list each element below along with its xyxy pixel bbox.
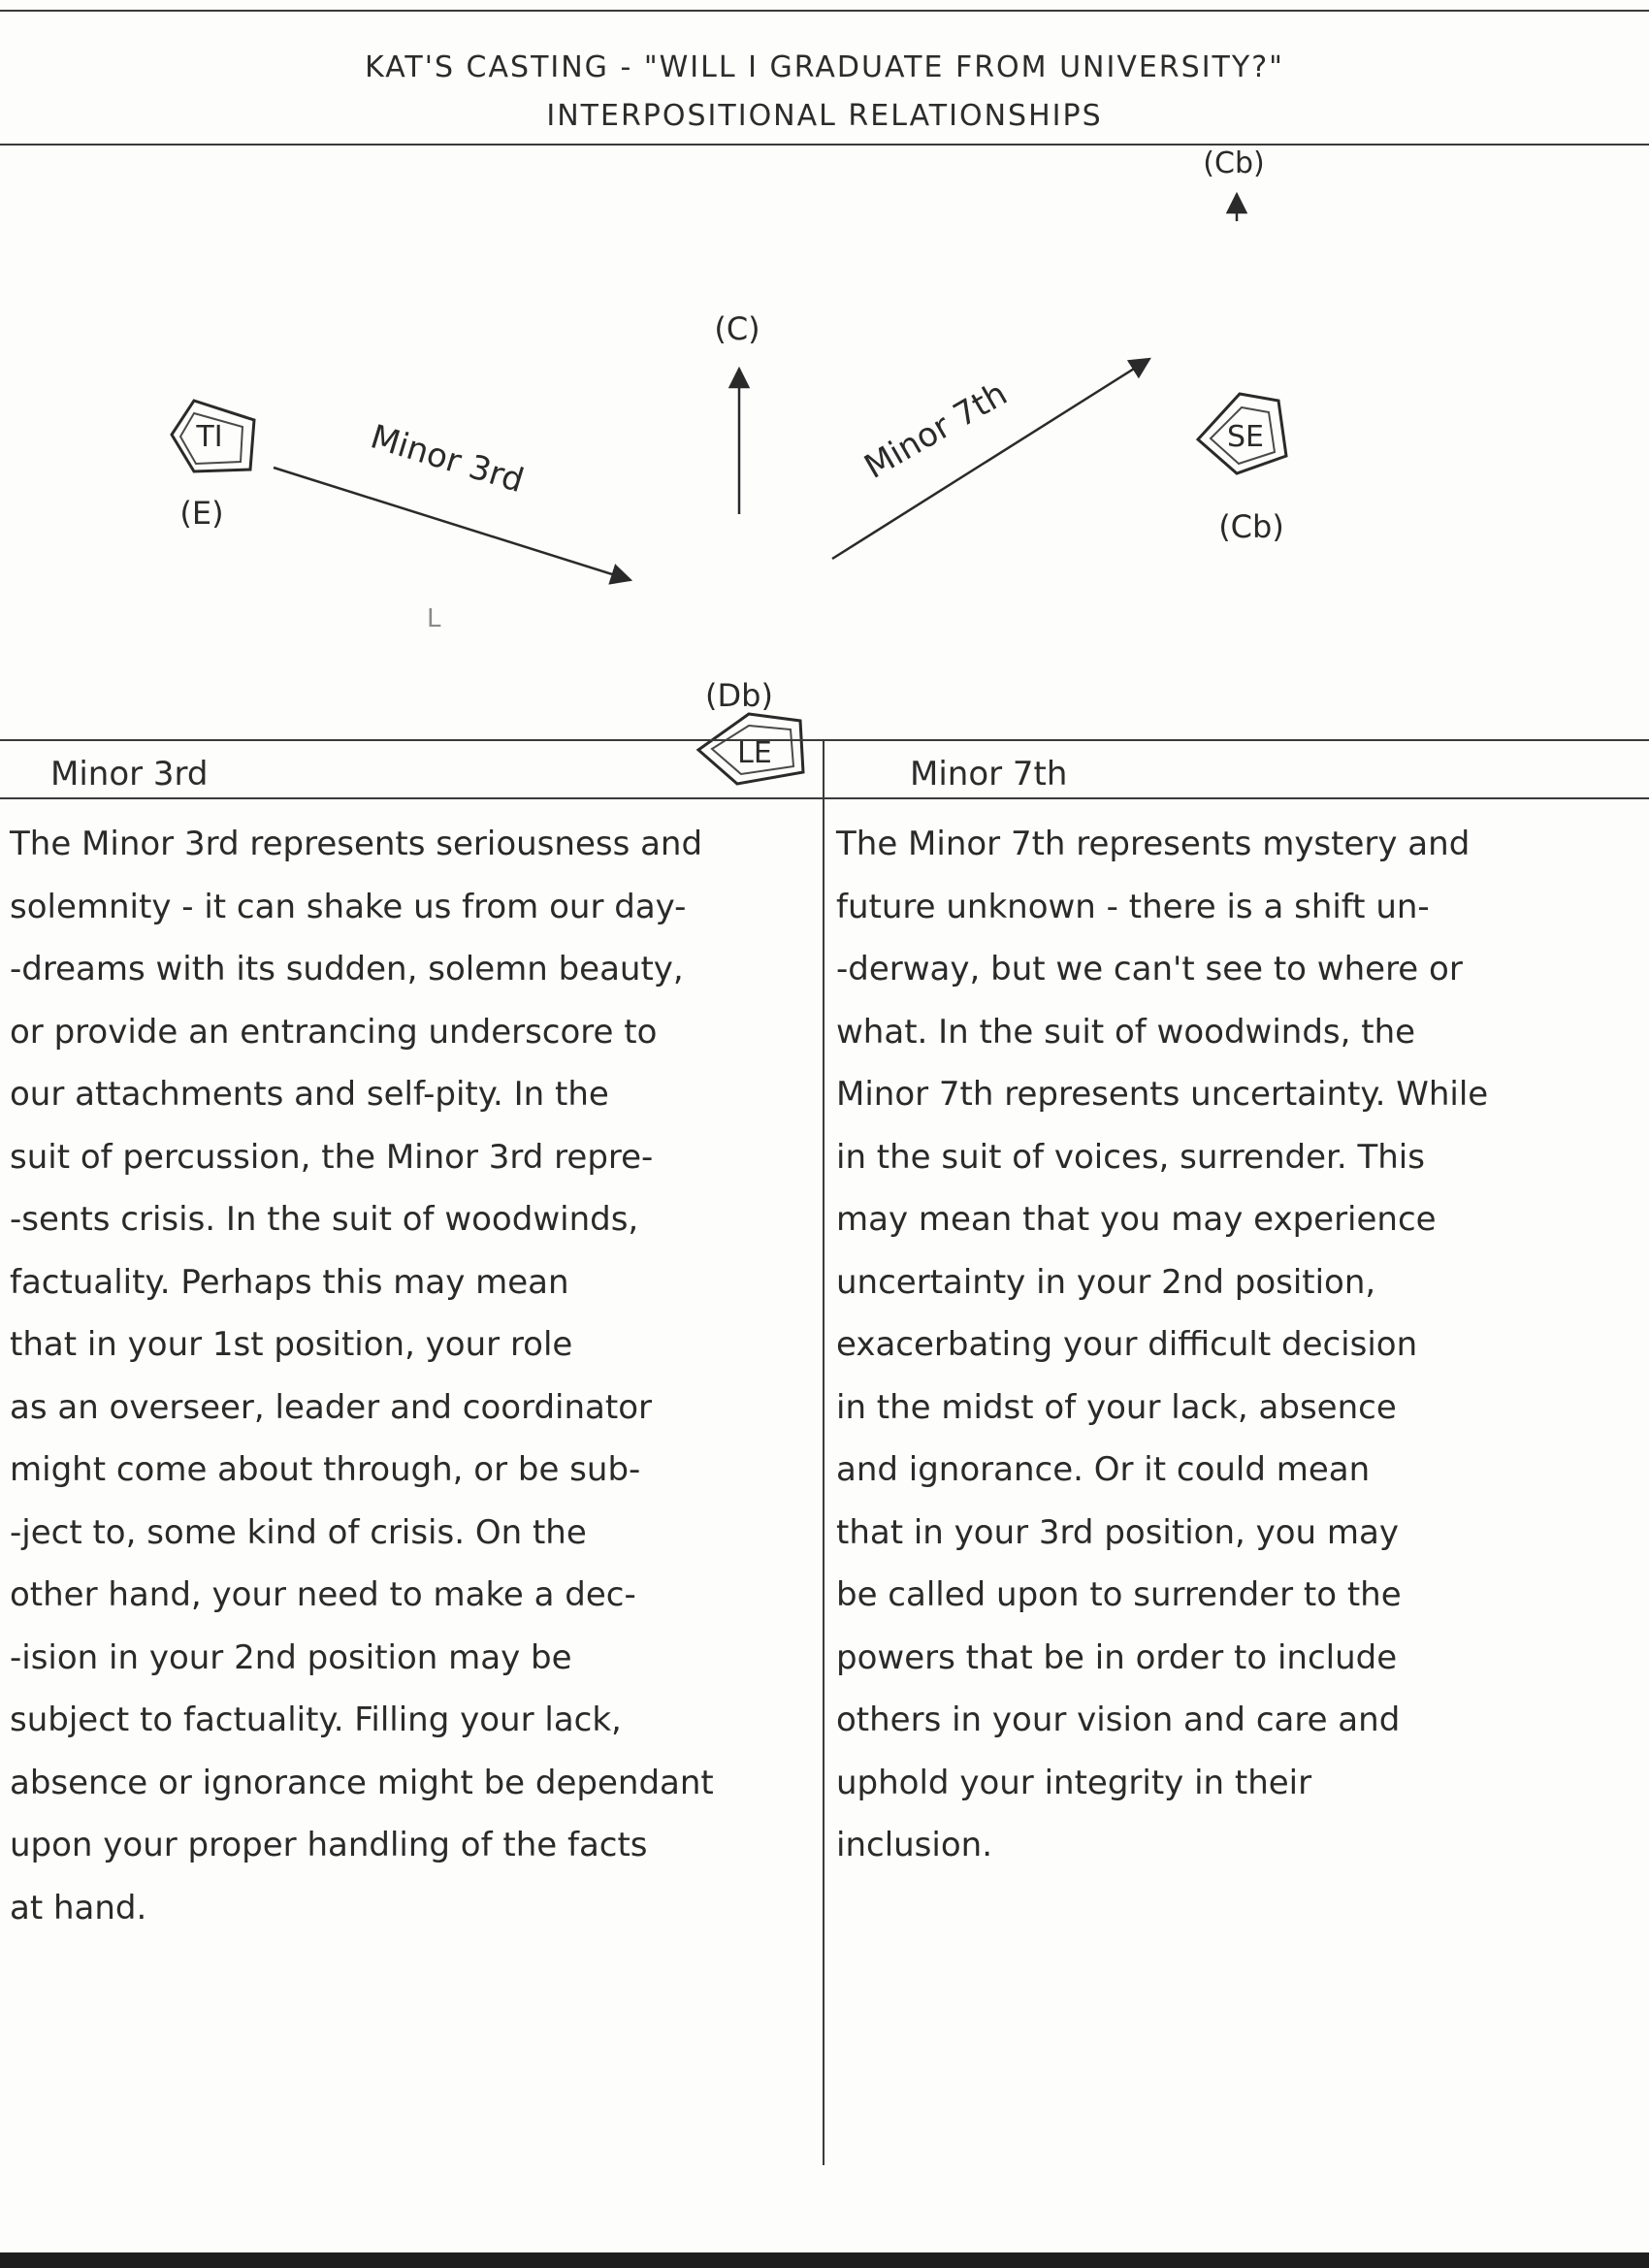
ti-note: (E) [179, 495, 224, 532]
se-node [1198, 394, 1286, 545]
title-line-1: KAT'S CASTING - "WILL I GRADUATE FROM UNIVERSITY?" [365, 50, 1284, 84]
edge-ti-le-label: Minor 3rd [366, 417, 529, 502]
column-divider [823, 739, 824, 2165]
ti-label: TI [196, 420, 223, 454]
le-up-label: (C) [714, 310, 760, 347]
top-border [0, 10, 1649, 12]
left-column-heading: Minor 3rd [50, 755, 209, 794]
stray-mark: L [427, 604, 441, 633]
interposition-diagram [0, 144, 1649, 770]
title-line-2: INTERPOSITIONAL RELATIONSHIPS [546, 99, 1103, 133]
se-label: SE [1227, 420, 1264, 454]
table-header-divider [0, 797, 1649, 799]
left-column-text: The Minor 3rd represents seriousness and solemnity - it can shake us from our day- -dreams with its sudden, solemn beauty, or provide an entrancing underscore to our attachments and self-pity. In the suit of percussion, the Minor 3rd repre- -sents crisis. In the suit of woodwinds, factuality. Perhaps this may mean that in your 1st position, your role as an overseer, leader and coordinator might come about through, or be sub- -ject to, some kind of crisis. On the other hand, your need to make a dec- -ision in your 2nd position may be subject to factuality. Filling your lack, absence or ignorance might be dependant upon your proper handling of the facts at hand. [10, 825, 714, 1928]
se-up-label: (Cb) [1203, 146, 1265, 180]
le-note: (Db) [705, 677, 773, 714]
right-column-heading: Minor 7th [910, 755, 1068, 794]
scan-bottom-edge [0, 2252, 1649, 2268]
ti-node [172, 401, 254, 532]
se-note: (Cb) [1218, 508, 1284, 545]
table-top-border [0, 739, 1649, 741]
edge-le-se-label: Minor 7th [857, 373, 1015, 487]
le-node [698, 677, 803, 784]
edge-ti-le-arrow [274, 468, 630, 580]
le-label: LE [737, 736, 772, 770]
right-column-text: The Minor 7th represents mystery and future unknown - there is a shift un- -derway, but we can't see to where or what. In the suit of woodwinds, the Minor 7th represents uncertainty. While in the suit of voices, surrender. This may mean that you may experience uncertainty in your 2nd position, exacerbating your difficult decision in the midst of your lack, absence and ignorance. Or it could mean that in your 3rd position, you may be called upon to surrender to the powers that be in order to include others in your vision and care and uphold your integrity in their inclusion. [836, 825, 1489, 1864]
